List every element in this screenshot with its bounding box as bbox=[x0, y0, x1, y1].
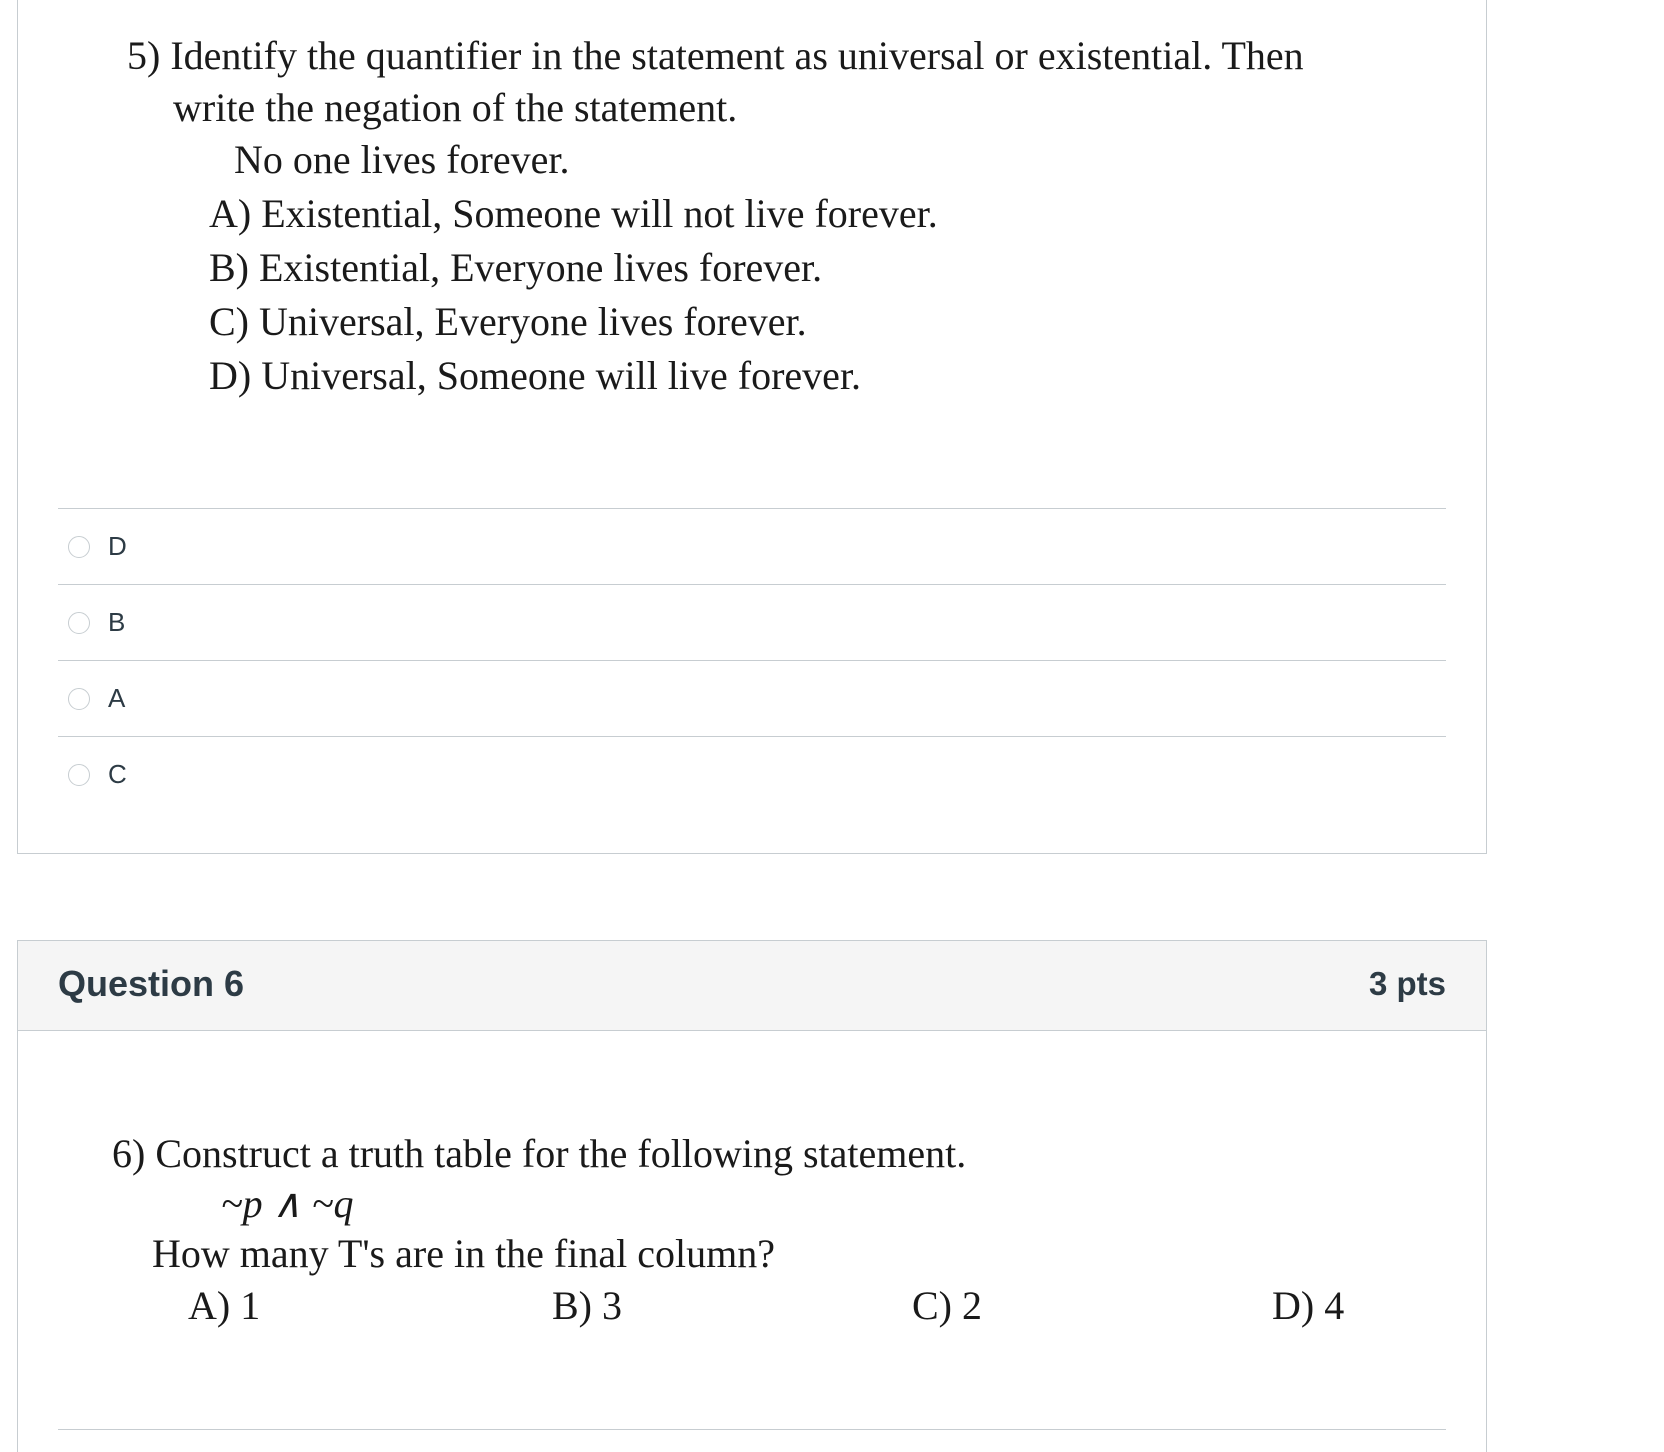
answer-option-a[interactable] bbox=[58, 660, 1446, 736]
question-6-choice-d: D) 4 bbox=[1272, 1283, 1345, 1328]
answer-option-c[interactable] bbox=[58, 736, 1446, 812]
question-points: 3 pts bbox=[1368, 965, 1446, 1002]
question-title: Question 6 bbox=[58, 963, 245, 1004]
question-5-card bbox=[17, 0, 1487, 854]
radio-button[interactable] bbox=[68, 688, 90, 710]
answer-option-d[interactable] bbox=[58, 508, 1446, 584]
question-6-prompt: 6) Construct a truth table for the following statement. bbox=[112, 1131, 967, 1176]
answer-label[interactable]: C bbox=[108, 759, 127, 789]
question-5-choice-b: B) Existential, Everyone lives forever. bbox=[209, 245, 823, 290]
question-6-header bbox=[18, 941, 1486, 1031]
radio-button[interactable] bbox=[68, 536, 90, 558]
question-5-answer-list bbox=[58, 508, 1446, 812]
question-6-choice-c: C) 2 bbox=[912, 1283, 982, 1328]
question-5-prompt-line-1: 5) Identify the quantifier in the statement as universal or existential. Then bbox=[127, 33, 1304, 78]
question-6-choice-a: A) 1 bbox=[188, 1283, 261, 1328]
question-5-choice-c: C) Universal, Everyone lives forever. bbox=[209, 299, 807, 344]
question-6-expression: ~p ∧ ~q bbox=[221, 1181, 354, 1226]
answer-option-b[interactable] bbox=[58, 584, 1446, 660]
question-5-statement: No one lives forever. bbox=[234, 137, 570, 182]
question-5-choice-a: A) Existential, Someone will not live forever. bbox=[209, 191, 938, 236]
answer-label[interactable]: B bbox=[108, 607, 126, 637]
question-5-choice-d: D) Universal, Someone will live forever. bbox=[209, 353, 862, 398]
radio-button[interactable] bbox=[68, 764, 90, 786]
question-6-choice-b: B) 3 bbox=[552, 1283, 622, 1328]
answer-label[interactable]: A bbox=[108, 683, 126, 713]
question-6-subprompt: How many T's are in the final column? bbox=[152, 1231, 775, 1276]
question-5-prompt-line-2: write the negation of the statement. bbox=[173, 85, 738, 130]
radio-button[interactable] bbox=[68, 612, 90, 634]
answer-label[interactable]: D bbox=[108, 531, 127, 561]
question-6-card bbox=[17, 940, 1487, 1452]
answer-list-divider bbox=[58, 1429, 1446, 1430]
